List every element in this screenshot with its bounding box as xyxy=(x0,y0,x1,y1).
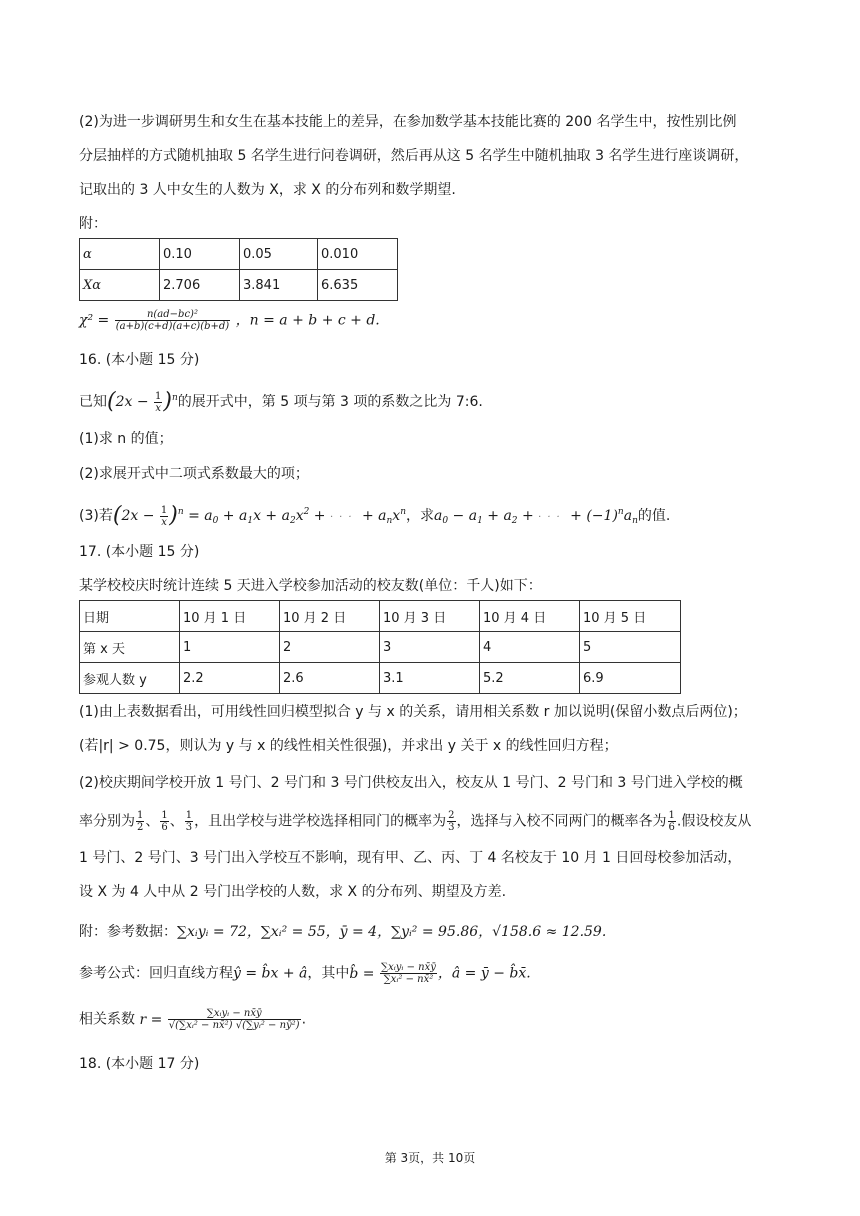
q17-part2-line4: 设 X 为 4 人中从 2 号门出学校的人数，求 X 的分布列、期望及方差. xyxy=(79,884,507,900)
correlation-expression: r = $\frac{\text{∑xᵢyᵢ − nx̄ȳ}}{\text{√(∑xᵢ² − nx̄²) √(∑yᵢ² − nȳ²)}}$ xyxy=(135,1008,300,1031)
table-cell: 0.10 xyxy=(160,239,240,270)
table-cell: 10 月 5 日 xyxy=(580,601,681,632)
table-cell: 参观人数 y xyxy=(80,663,180,694)
q17-part2-line3: 1 号门、2 号门、3 号门出入学校互不影响，现有甲、乙、丙、丁 4 名校友于 10 月 1 日回母校参加活动， xyxy=(79,850,742,866)
table-row xyxy=(80,239,398,270)
table-cell: 6.9 xyxy=(580,663,681,694)
table-cell: 6.635 xyxy=(318,270,398,301)
table-cell: 3 xyxy=(380,632,480,663)
appendix-label: 附： xyxy=(79,216,107,232)
table-cell: 2.2 xyxy=(180,663,280,694)
table-row xyxy=(80,601,681,632)
chi-tail: ，n = a + b + c + d. xyxy=(235,312,380,329)
q16-part3-post: 的值. xyxy=(637,508,671,524)
expansion-expression: (2x − $\frac{1}{x}$ )$^n = a_0 + a_1x + a_2x^2$ + ··· + $a_nx^n$ xyxy=(112,503,406,528)
q17-part2-text: ，且出学校与进学校选择相同门的概率为 xyxy=(194,813,447,830)
q16-part3 xyxy=(79,502,670,531)
table-cell: 2.706 xyxy=(160,270,240,301)
chi-critical-table xyxy=(79,238,398,301)
corr-tail: . xyxy=(301,1011,307,1028)
q16-part3-pre: (3)若 xyxy=(79,508,113,524)
chi-lhs: χ² = xyxy=(79,312,110,329)
slope-formula: b̂ = $\frac{\text{∑xᵢyᵢ − nx̄ȳ}}{\text{∑xᵢ² − nx̄²}}$ xyxy=(349,962,436,985)
regression-equation: ŷ = b̂x + â xyxy=(233,965,308,982)
q17-part2-text: .假设校友从 xyxy=(676,813,752,830)
table-row xyxy=(80,632,681,663)
q18-header: 18. (本小题 17 分) xyxy=(79,1056,200,1072)
chi-denominator: (a+b)(c+d)(a+c)(b+d) xyxy=(115,321,230,332)
ref-formula-label: 参考公式：回归直线方程 xyxy=(79,965,233,982)
probability-fraction: $\frac{1}{6}$ xyxy=(668,810,675,833)
q17-part2-text: 率分别为 xyxy=(79,813,135,830)
table-cell: 10 月 4 日 xyxy=(480,601,580,632)
table-cell: 5.2 xyxy=(480,663,580,694)
table-cell: 10 月 2 日 xyxy=(280,601,380,632)
q15-part2-line2: 分层抽样的方式随机抽取 5 名学生进行问卷调研，然后再从这 5 名学生中随机抽取 3 名学生进行座谈调研， xyxy=(79,148,749,164)
probability-fraction: $\frac{1}{2}$ xyxy=(137,810,144,833)
q17-reference-formula xyxy=(79,962,531,985)
table-row xyxy=(80,270,398,301)
table-cell: 1 xyxy=(180,632,280,663)
ref-formula-mid: ，其中 xyxy=(307,965,350,982)
chi-fraction xyxy=(115,309,230,332)
chi-numerator: n(ad−bc)² xyxy=(115,309,230,321)
q15-part2-line1: (2)为进一步调研男生和女生在基本技能上的差异，在参加数学基本技能比赛的 200 名学生中，按性别比例 xyxy=(79,114,737,130)
q15-part2-line3: 记取出的 3 人中女生的人数为 X，求 X 的分布列和数学期望. xyxy=(79,182,456,198)
table-cell: 2 xyxy=(280,632,380,663)
q17-part2-line1: (2)校庆期间学校开放 1 号门、2 号门和 3 号门供校友出入，校友从 1 号门、2 号门和 3 号门进入学校的概 xyxy=(79,775,743,791)
page-footer: 第 3页，共 10页 xyxy=(384,1151,476,1165)
alumni-table xyxy=(79,600,681,694)
alternating-sum-expression: $a_0 - a_1 + a_2$ + ··· + $(-1)^na_n$ xyxy=(434,507,638,526)
corr-label: 相关系数 xyxy=(79,1011,135,1028)
table-cell: 3.1 xyxy=(380,663,480,694)
table-cell: 2.6 xyxy=(280,663,380,694)
table-cell: 0.05 xyxy=(240,239,318,270)
probability-fraction: $\frac{1}{3}$ xyxy=(185,810,193,833)
q17-part1-line2: (若|r| > 0.75，则认为 y 与 x 的线性相关性很强)，并求出 y 关于 x 的线性回归方程； xyxy=(79,738,618,754)
q16-stem-post: 的展开式中，第 5 项与第 3 项的系数之比为 7:6. xyxy=(177,394,483,410)
q16-stem-pre: 已知 xyxy=(79,394,107,410)
table-cell: 3.841 xyxy=(240,270,318,301)
q16-stem xyxy=(79,388,483,414)
probability-fraction: $\frac{1}{6}$ xyxy=(161,810,168,833)
q16-header: 16. (本小题 15 分) xyxy=(79,352,200,368)
q16-part1: (1)求 n 的值； xyxy=(79,431,173,447)
intercept-formula: ，â = ȳ − b̂x̄. xyxy=(437,965,531,982)
table-cell: 0.010 xyxy=(318,239,398,270)
q17-part1-line1: (1)由上表数据看出，可用线性回归模型拟合 y 与 x 的关系，请用相关系数 r 加以说明(保留小数点后两位)； xyxy=(79,704,747,720)
table-cell: 日期 xyxy=(80,601,180,632)
chi-square-formula xyxy=(79,309,380,332)
table-cell: 5 xyxy=(580,632,681,663)
table-cell: 4 xyxy=(480,632,580,663)
q17-intro: 某学校校庆时统计连续 5 天进入学校参加活动的校友数(单位：千人)如下： xyxy=(79,578,542,594)
q17-reference-data xyxy=(79,922,606,942)
table-cell: Xα xyxy=(80,270,160,301)
table-cell: 第 x 天 xyxy=(80,632,180,663)
q17-part2-line2: 率分别为 $\frac{1}{2}$ 、 $\frac{1}{6}$ 、 $\frac{1}{3}$ ，且出学校与进学校选择相同门的概率为 $\frac{2}{3}$ ，选择与入校不同两门的概率各为 $\frac{1}{6}$ .假设校友从 xyxy=(79,810,752,833)
q17-correlation-formula xyxy=(79,1008,306,1031)
q17-part2-text: ，选择与入校不同两门的概率各为 xyxy=(456,813,667,830)
probability-fraction: $\frac{2}{3}$ xyxy=(448,810,455,833)
table-cell: 10 月 3 日 xyxy=(380,601,480,632)
ref-data-values: ∑xᵢyᵢ = 72，∑xᵢ² = 55，ȳ = 4，∑yᵢ² = 95.86，√158.6 ≈ 12.59. xyxy=(177,924,607,940)
table-cell: α xyxy=(80,239,160,270)
table-cell: 10 月 1 日 xyxy=(180,601,280,632)
binomial-expression: (2x − $\frac{1}{x}$ )$^n$ xyxy=(107,389,178,414)
q16-part3-mid: ，求 xyxy=(406,508,434,524)
table-row xyxy=(80,663,681,694)
q16-part2: (2)求展开式中二项式系数最大的项； xyxy=(79,466,309,482)
q17-header: 17. (本小题 15 分) xyxy=(79,544,200,560)
ref-data-label: 附：参考数据： xyxy=(79,924,177,940)
